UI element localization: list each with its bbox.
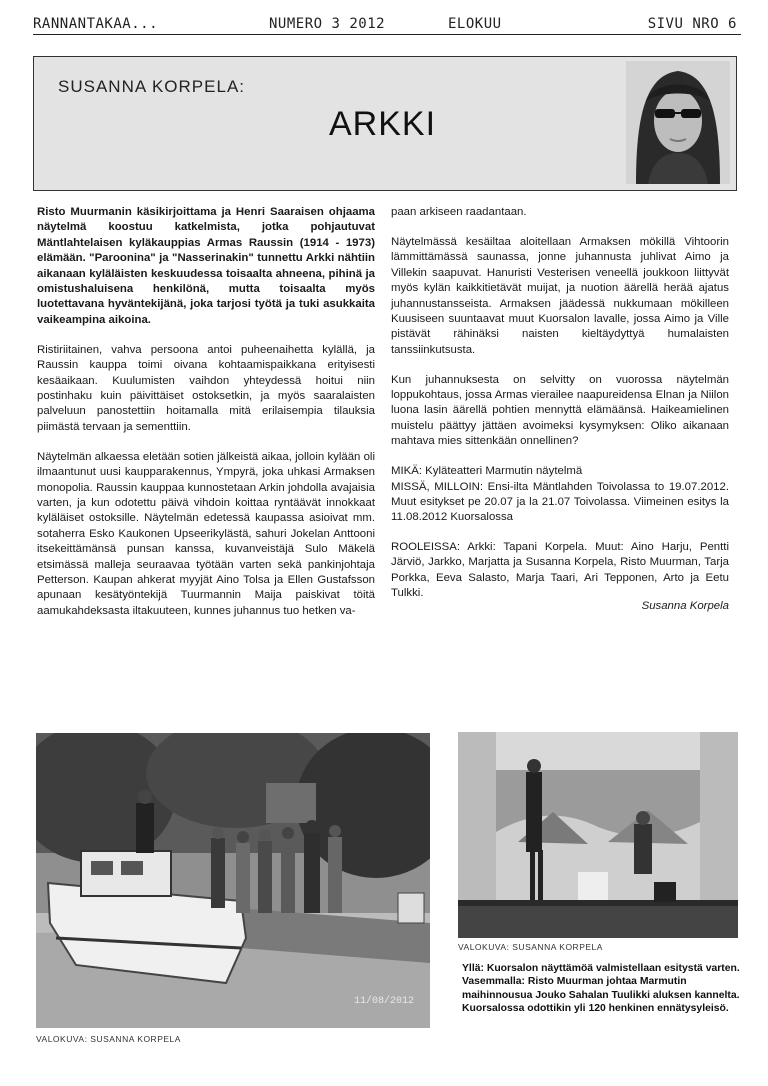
page-number: SIVU NRO 6 <box>647 16 737 32</box>
issue-month: ELOKUU <box>448 16 502 32</box>
boat-photo-image <box>36 733 430 1028</box>
boat-photo-credit: VALOKUVA: SUSANNA KORPELA <box>36 1034 181 1044</box>
article-paragraph: Näytelmän alkaessa eletään sotien jälkeistä aikaa, jolloin kylään oli ilmaantunut uusi kaupparakennus, Ympyrä, joka uhkasi Armaksen monopolia. Raussin kauppaa kunnostetaan Arkin johdolla avajaisia varten, ja kun odotettu päivä vihdoin koittaa ryntäävät innokkaat kyläläiset ostoksille. Näytelmän edetessä kaupassa asioivat mm. sotaherra Esko Kaukonen Upseerikylästä, sahuri Jokelan Anttooni itsekeittämänsä punsan kanssa, kuvanveistäjä Sulo Mäkelä etsimässä malleja seuraavaa työtään varten sekä pankinjohtaja Petterson. Kaupan ahkerat myyjät Aino Tolsa ja Ellen Gustafsson apunaan kesätyöntekijä Tuurmannin Maija paiskivat töitä aamukahdeksasta iltakuuteen, kunnes juhannus tuo hetken va- <box>37 450 375 617</box>
info-cast: ROOLEISSA: Arkki: Tapani Korpela. Muut: Aino Harju, Pentti Järviö, Jarkko, Marjatta ja Susanna Korpela, Risto Muurman, Tarja Porkka, Eeva Salasto, Marja Taari, Ari Tepponen, Arto ja Eetu Tulkki. <box>391 540 729 600</box>
photo-description-above: Yllä: Kuorsalon näyttämöä valmistellaan esitystä varten. <box>462 963 740 974</box>
info-what: MIKÄ: Kyläteatteri Marmutin näytelmä <box>391 465 583 478</box>
photo-description-left: Vasemmalla: Risto Muurman johtaa Marmutin maihinnousua Jouko Sahalan Tuulikki aluksen kannelta. Kuorsalossa odottikin yli 120 henkinen ennätysyleisö. <box>462 976 740 1015</box>
portrait-image <box>626 61 730 184</box>
newspaper-name: RANNANTAKAA... <box>33 16 159 32</box>
article-paragraph: Kun juhannuksesta on selvitty on vuorossa näytelmän loppukohtaus, jossa Armas vierailee naapureidensa Elnan ja Niilon luona lasin äärellä pohtien mennyttä elämäänsä. Haikeamielinen muistelu päättyy jättäen avoimeksi kysymyksen: Oliko aikanaan mahtava mies sittenkään onnellinen? <box>391 373 729 448</box>
issue-number: NUMERO 3 2012 <box>269 16 386 32</box>
page-header <box>33 8 741 35</box>
article-paragraph: Näytelmässä kesäiltaa aloitellaan Armaksen mökillä Vihtoorin lämmittämässä saunassa, jonne juhannusta juhlivat Aimo ja Villekin saapuvat. Hanuristi Vesterisen veneellä joukkoon liittyvät myös kylän kaikkitietävät muijat, ja nuotion äärellä herää ajatus juhannustansseista. Armaksen jäädessä nukkumaan mökilleen Kuusiseen suuntaavat muut Kuorsalon lavalle, jossa Aimo ja Ville pistävät rähinäksi naisten kieltäydyttyä humalaisten tanssiinkutsusta. <box>391 235 729 356</box>
title-box <box>33 56 737 191</box>
article-lead-paragraph: Risto Muurmanin käsikirjoittama ja Henri Saaraisen ohjaama näytelmä koostuu katkelmista, jotka pohjautuvat Mäntlahtelaisen kyläkauppias Armas Raussin (1914 - 1973) elämään. "Paroonina" ja "Nasserinakin" tunnettu Arkki nähtiin aikanaan kyläläisten keskuudessa toisaalta ahneena, pihinä ja omistushaluisena henkilönä, mutta toisaalta myös luotettavana hyväntekijänä, joka tarjosi työtä ja tuki asukkaita vaikeampina aikoina. <box>37 206 375 326</box>
info-where-when: MISSÄ, MILLOIN: Ensi-ilta Mäntlahden Toivolassa to 19.07.2012. Muut esitykset pe 20.07 ja la 21.07 Toivolassa. Viimeinen esitys la 11.08.2012 Kuorsalossa <box>391 480 729 524</box>
article-paragraph: paan arkiseen raadantaan. <box>391 206 527 218</box>
stage-photo <box>458 732 738 938</box>
article-signature: Susanna Korpela <box>641 600 729 613</box>
author-portrait <box>626 61 730 184</box>
stage-photo-image <box>458 732 738 938</box>
article-paragraph: Ristiriitainen, vahva persoona antoi puheenaihetta kylällä, ja Raussin kauppa toimi oivana kohtaamispaikkana erityisesti kesäaikaan. Kuulumisten vaihdon yhteydessä hoitui niin postinhaku kuin päivittäiset ostoksetkin, ja myös saaralaisten palveluun panostettiin hoitamalla mitä erilaisempia tilauksia piimästä tervaan ja sementtiin. <box>37 343 375 433</box>
photo-date-stamp: 11/08/2012 <box>354 996 415 1007</box>
article-title: ARKKI <box>329 105 437 143</box>
stage-photo-credit: VALOKUVA: SUSANNA KORPELA <box>458 942 603 952</box>
author-heading: SUSANNA KORPELA: <box>58 77 246 96</box>
photo-description <box>462 962 747 1016</box>
article-column-left <box>37 205 375 634</box>
boat-photo <box>36 733 430 1028</box>
article-column-right <box>391 205 729 629</box>
